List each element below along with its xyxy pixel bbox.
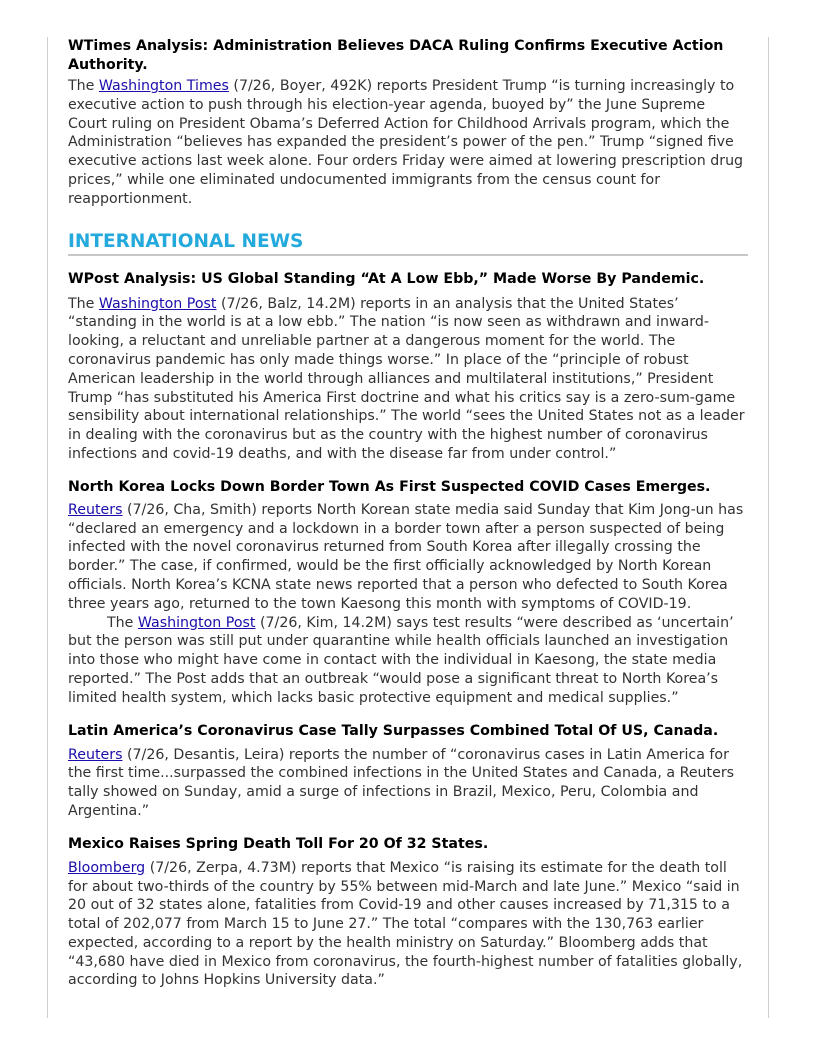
article-mexico-death-toll [68,835,748,991]
article-paragraph: Bloomberg (7/26, Zerpa, 4.73M) reports that Mexico “is raising its estimate for the death toll for about two-thirds of the country by 55% between mid-March and late June.” Mexico “said in 20 out of 32 states alone, fatalities from Covid-19 and other causes increased by 71,315 to a total of 202,077 from March 15 to June 27.” The total “compares with the 130,763 earlier expected, according to a report by the health ministry on Saturday.” Bloomberg adds that “43,680 have died in Mexico from coronavirus, the fourth-highest number of fatalities globally, according to Johns Hopkins University data.” [68,859,743,989]
article-headline: Latin America’s Coronavirus Case Tally Surpasses Combined Total Of US, Canada. [68,722,719,739]
article-headline: WTimes Analysis: Administration Believes DACA Ruling Confirms Executive Action Authority. [68,38,724,73]
source-link-bloomberg[interactable]: Bloomberg [68,859,146,876]
source-link-washington-post[interactable]: Washington Post [137,614,256,631]
article-wtimes-daca [68,37,748,209]
article-north-korea-lockdown [68,478,748,708]
article-paragraph: The Washington Post (7/26, Balz, 14.2M) reports in an analysis that the United States’ “standing in the world is at a low ebb.” The nation “is now seen as withdrawn and inward-looking, a reluctant and unreliable partner at a dangerous moment for the world. The coronavirus pandemic has only made things worse.” In place of the “principle of robust American leadership in the world through alliances and multilateral institutions,” President Trump “has substituted his America First doctrine and what his critics say is a zero-sum-game sensibility about international relationships.” The world “sees the United States not as a leader in dealing with the coronavirus but as the country with the highest number of coronavirus infections and covid-19 deaths, and with the disease far from under control.” [68,295,745,462]
article-latin-america-tally [68,722,748,821]
article-headline: Mexico Raises Spring Death Toll For 20 Of 32 States. [68,835,489,852]
article-wpost-global-standing [68,270,748,464]
article-headline: WPost Analysis: US Global Standing “At A Low Ebb,” Made Worse By Pandemic. [68,270,705,287]
left-margin-rule [47,37,48,1018]
document-body [68,37,748,990]
right-margin-rule [768,37,769,1018]
section-title-international-news: INTERNATIONAL NEWS [68,231,748,256]
article-paragraph: The Washington Post (7/26, Kim, 14.2M) says test results “were described as ‘uncertain’ but the person was still put under quarantine while health officials launched an investigation into those who might have come in contact with the individual in Kaesong, the state media reported.” The Post adds that an outbreak “would pose a significant threat to North Korea’s limited health system, which lacks basic protective equipment and medical supplies.” [68,614,734,706]
article-paragraph: Reuters (7/26, Cha, Smith) reports North Korean state media said Sunday that Kim Jong-un has “declared an emergency and a lockdown in a border town after a person suspected of being infected with the novel coronavirus returned from South Korea after illegally crossing the border.” The case, if confirmed, would be the first officially acknowledged by North Korean officials. North Korea’s KCNA state news reported that a person who defected to South Korea three years ago, returned to the town Kaesong this month with symptoms of COVID-19. [68,501,744,612]
source-link-reuters[interactable]: Reuters [68,746,123,763]
source-link-washington-times[interactable]: Washington Times [98,78,229,94]
article-headline: North Korea Locks Down Border Town As First Suspected COVID Cases Emerges. [68,478,711,495]
source-link-washington-post[interactable]: Washington Post [98,295,217,312]
article-paragraph: The Washington Times (7/26, Boyer, 492K) reports President Trump “is turning increasingly to executive action to push through his election-year agenda, buoyed by” the June Supreme Court ruling on President Obama’s Deferred Action for Childhood Arrivals program, which the Administration “believes has expanded the president’s power of the pen.” Trump “signed five executive actions last week alone. Four orders Friday were aimed at lowering prescription drug prices,” while one eliminated undocumented immigrants from the census count for reapportionment. [68,78,744,207]
article-paragraph: Reuters (7/26, Desantis, Leira) reports the number of “coronavirus cases in Latin America for the first time...surpassed the combined infections in the United States and Canada, a Reuters tally showed on Sunday, amid a surge of infections in Brazil, Mexico, Peru, Colombia and Argentina.” [68,746,735,819]
source-link-reuters[interactable]: Reuters [68,501,123,518]
